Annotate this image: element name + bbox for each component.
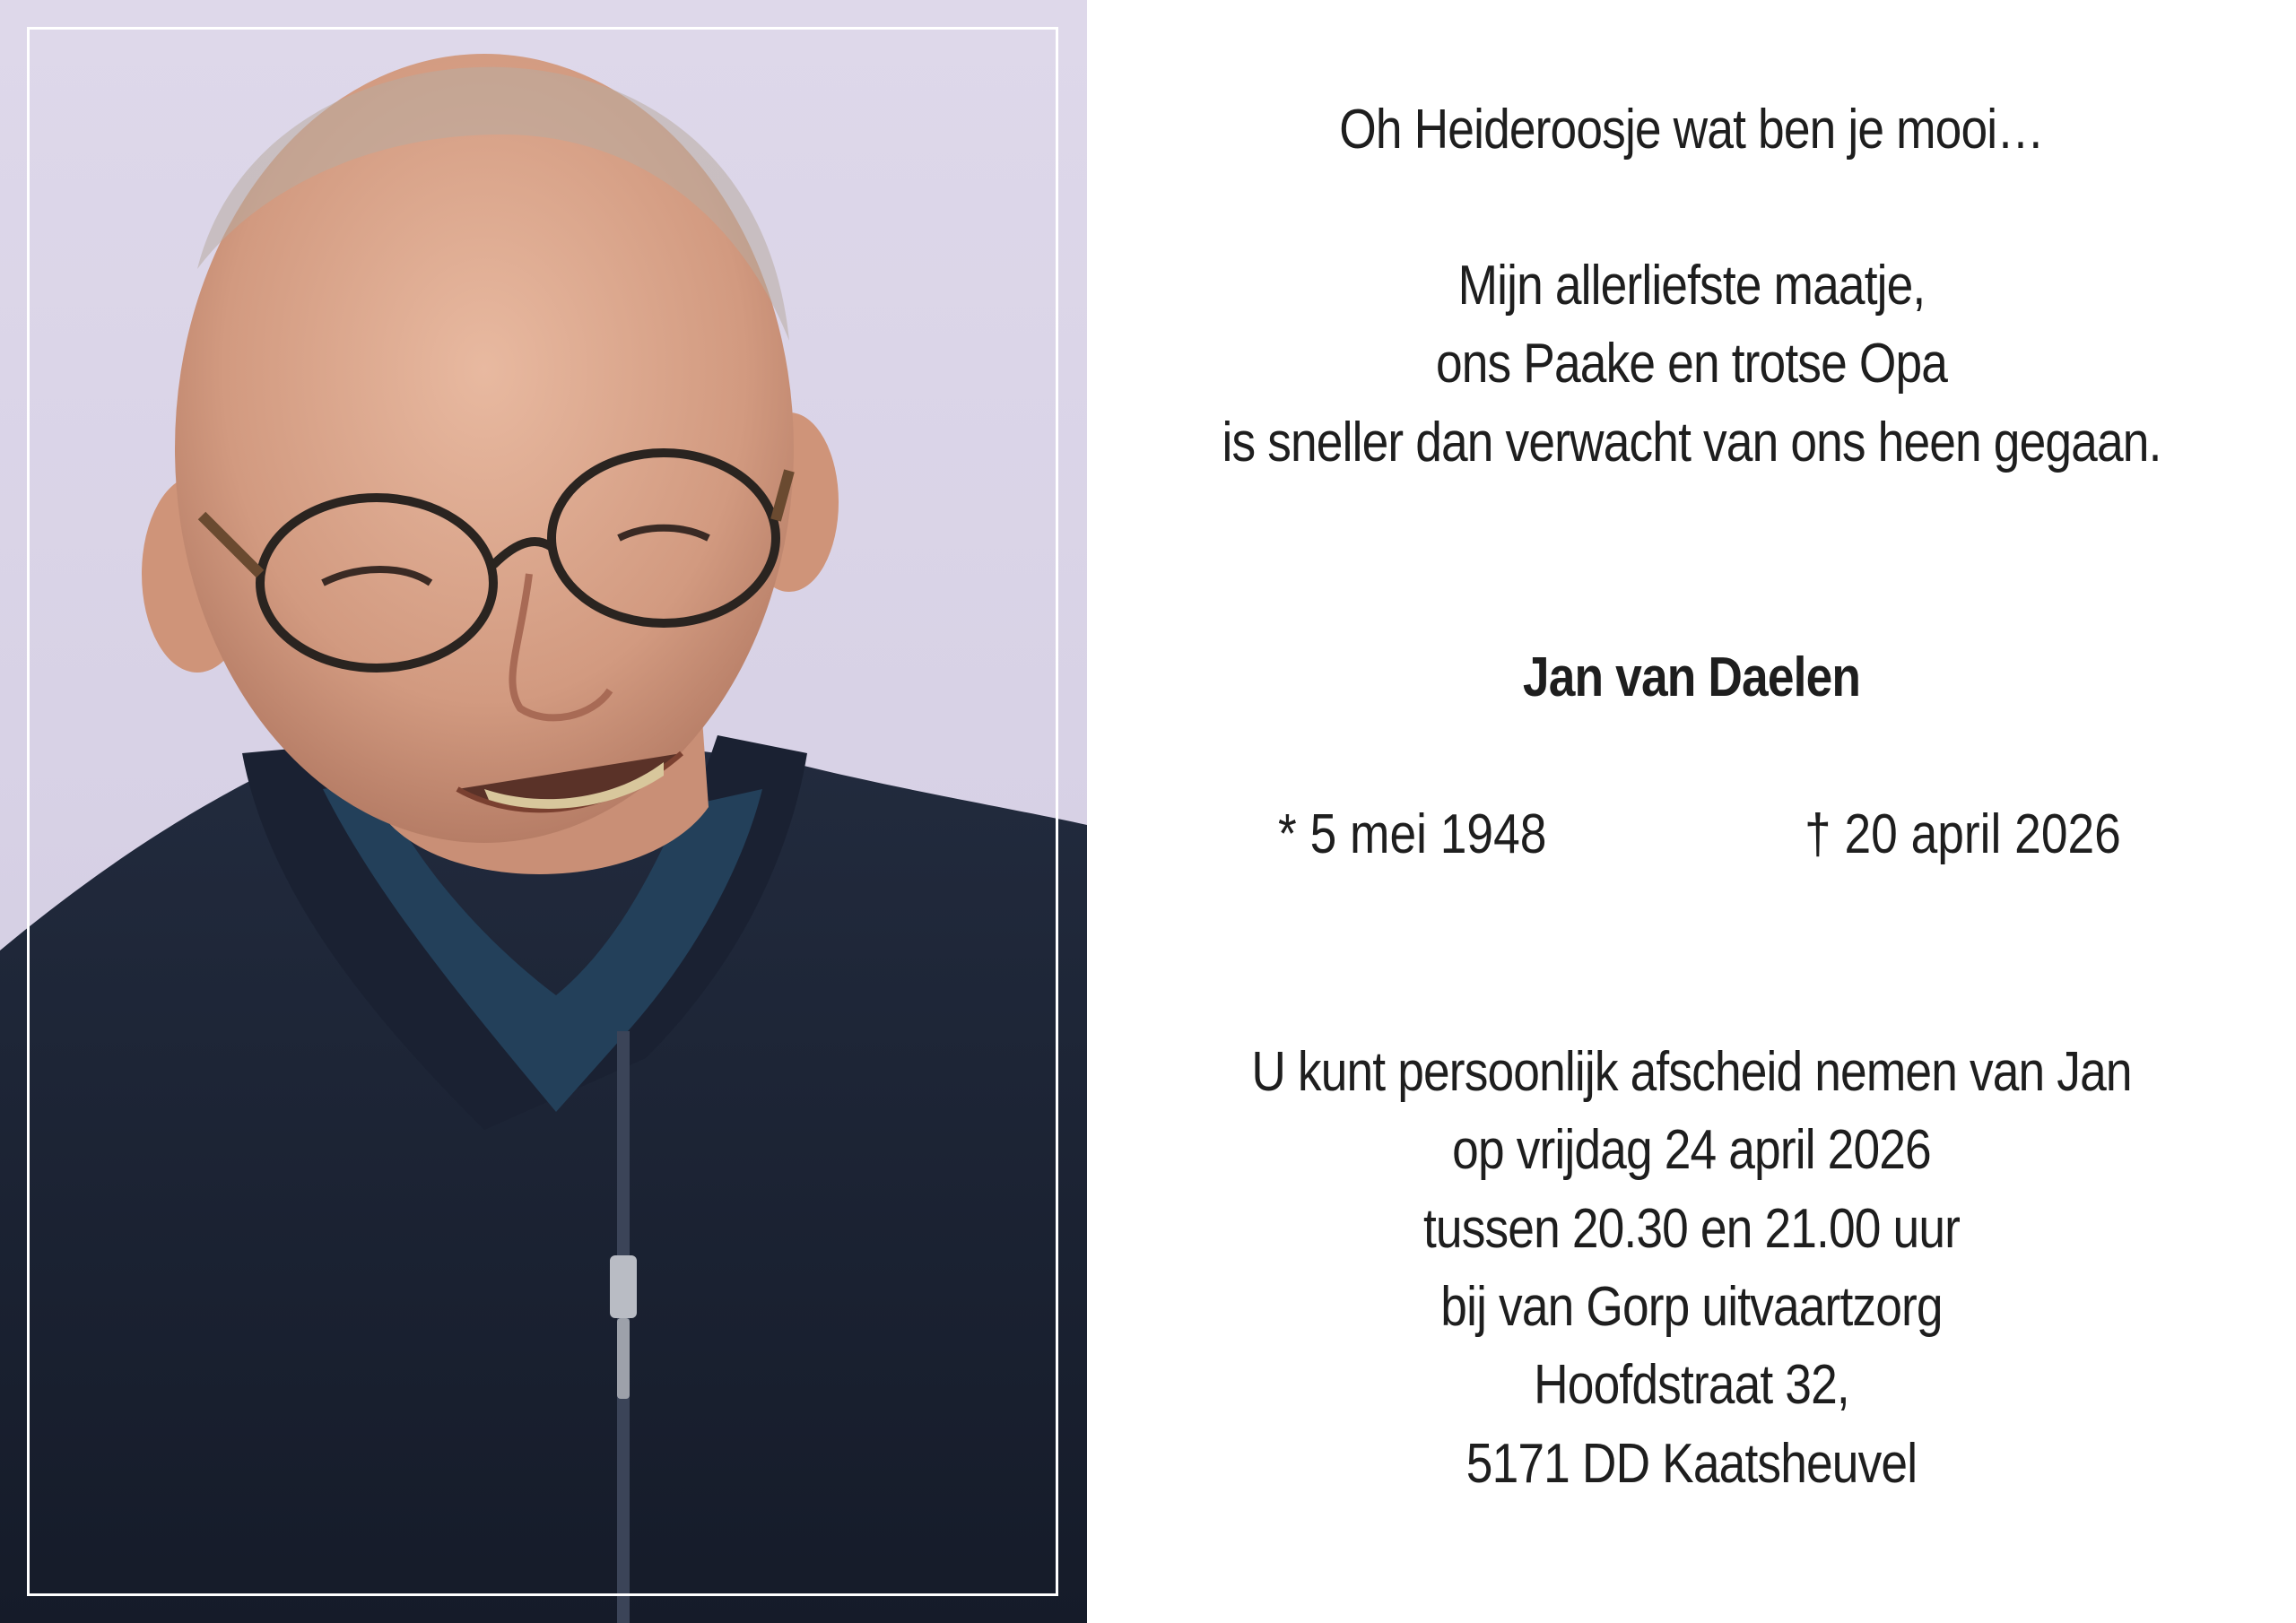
birth-date: * 5 mei 1948 — [1278, 803, 1547, 865]
farewell-line-2: op vrijdag 24 april 2026 — [1452, 1119, 1931, 1181]
farewell-line-4: bij van Gorp uitvaartzorg — [1440, 1276, 1943, 1338]
announcement-line-1: Mijn allerliefste maatje, — [1457, 255, 1926, 317]
photo-frame — [27, 27, 1058, 1596]
verse-line: Oh Heideroosje wat ben je mooi… — [1339, 99, 2044, 161]
farewell-line-5: Hoofdstraat 32, — [1534, 1354, 1849, 1416]
death-date: † 20 april 2026 — [1805, 803, 2121, 865]
farewell-line-3: tussen 20.30 en 21.00 uur — [1422, 1198, 1961, 1260]
portrait-photo — [0, 0, 1087, 1623]
deceased-name: Jan van Daelen — [1522, 647, 1861, 708]
farewell-line-1: U kunt persoonlijk afscheid nemen van Jan — [1251, 1041, 2132, 1103]
card-text — [1087, 0, 2296, 1623]
announcement-line-2: ons Paake en trotse Opa — [1435, 333, 1948, 395]
announcement-line-3: is sneller dan verwacht van ons heen gegaan. — [1222, 412, 2161, 473]
farewell-line-6: 5171 DD Kaatsheuvel — [1465, 1433, 1918, 1495]
